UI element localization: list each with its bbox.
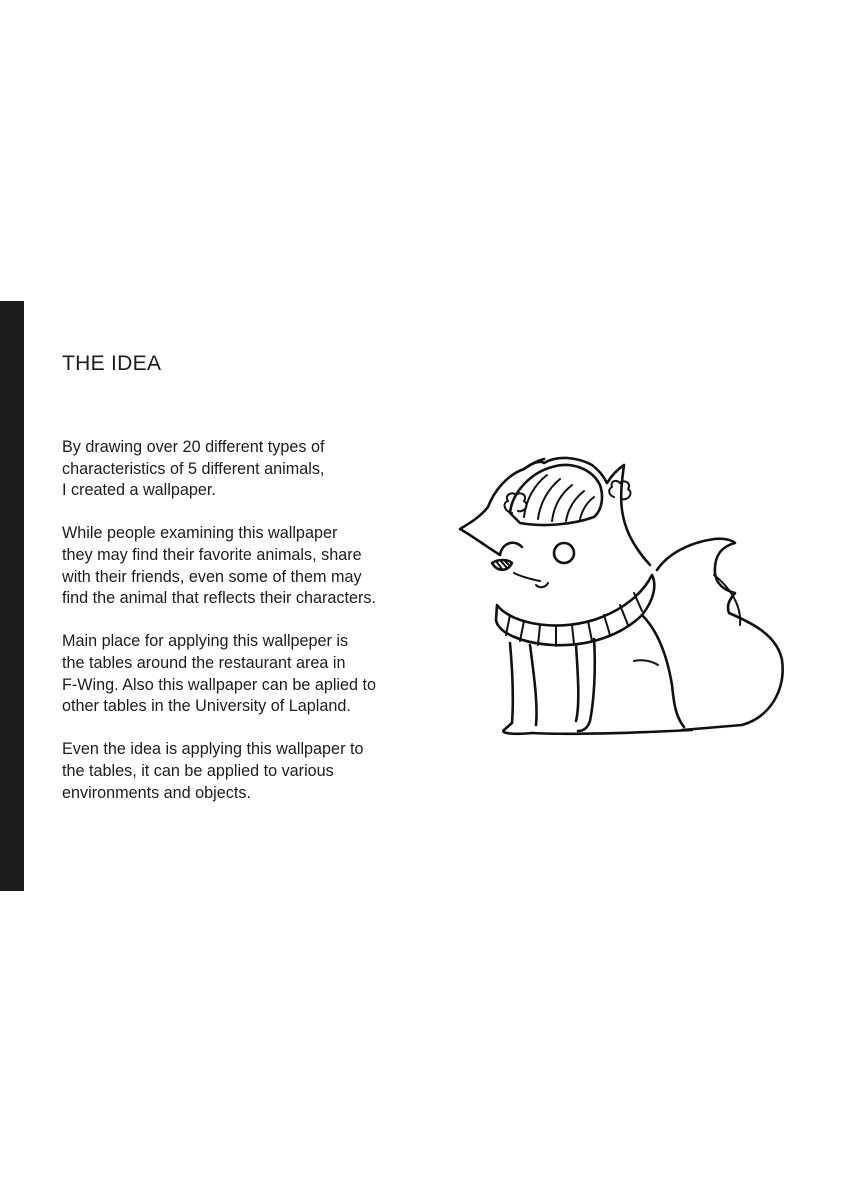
fox-ear-left	[524, 459, 544, 469]
hat-stripe-3	[552, 485, 572, 521]
paragraph-1: By drawing over 20 different types of characteristics of 5 different animals, I created a wallpaper.	[62, 438, 325, 500]
fox-tail	[657, 539, 783, 730]
fox-eye-right	[554, 543, 574, 563]
side-accent-bar	[0, 301, 24, 891]
scarf-stripe-7	[604, 615, 610, 635]
fox-character-illustration	[452, 455, 788, 740]
scarf-stripe-6	[588, 621, 592, 641]
fox-mouth	[514, 573, 540, 581]
scarf-stripe-3	[538, 625, 540, 645]
fox-front-leg-right	[530, 645, 537, 725]
fox-front-leg-inner	[576, 645, 578, 721]
hat-stripe-2	[538, 479, 560, 519]
scarf-stripe-2	[520, 621, 524, 641]
page-title: THE IDEA	[62, 352, 162, 375]
fox-smile	[536, 583, 548, 587]
scarf-stripe-8	[620, 605, 628, 625]
fox-eye-left	[500, 543, 522, 555]
fox-bottom-line	[532, 730, 692, 734]
paragraph-2: While people examining this wallpaper they may find their favorite animals, share with their friends, even some of them may find the animal that reflects their characters.	[62, 524, 377, 608]
body-text	[62, 437, 422, 826]
scarf-stripe-5	[572, 625, 574, 644]
hat-stripe-5	[580, 497, 594, 519]
fox-front-leg-left	[503, 643, 532, 734]
fox-scarf	[496, 575, 654, 645]
paragraph-4: Even the idea is applying this wallpaper to the tables, it can be applied to various environments and objects.	[62, 740, 364, 802]
paragraph-3: Main place for applying this wallpeper is the tables around the restaurant area in F-Wing. Also this wallpaper can be aplied to other tables in the University of Lapland.	[62, 632, 377, 716]
fox-drawing	[452, 455, 788, 740]
fox-body	[642, 615, 684, 727]
ear-pom-right	[609, 481, 630, 499]
fox-front-leg-inner-2	[578, 639, 595, 731]
fox-hind-leg	[634, 660, 658, 665]
scarf-stripe-1	[506, 615, 510, 635]
